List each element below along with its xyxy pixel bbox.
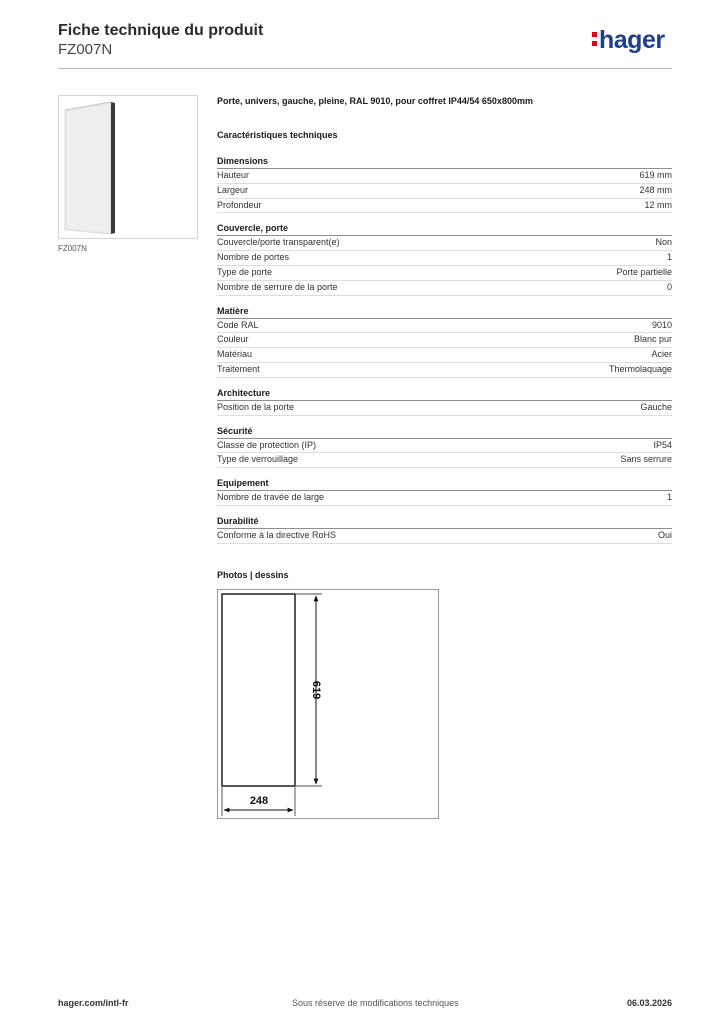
spec-group-title: Dimensions [217, 155, 672, 169]
spec-row [217, 184, 672, 199]
spec-row [217, 319, 672, 334]
spec-label: Couvercle/porte transparent(e) [217, 237, 340, 248]
spec-label: Nombre de portes [217, 252, 290, 263]
product-description: Porte, univers, gauche, pleine, RAL 9010, pour coffret IP44/54 650x800mm [217, 96, 533, 106]
spec-group [217, 222, 672, 295]
product-image [58, 95, 198, 239]
spec-label: Conforme à la directive RoHS [217, 529, 337, 540]
spec-label: Profondeur [217, 199, 262, 210]
spec-label: Type de verrouillage [217, 454, 299, 465]
spec-row [217, 363, 672, 378]
spec-value: 619 mm [639, 170, 672, 180]
spec-group-title: Durabilité [217, 515, 672, 529]
spec-value: Gauche [640, 401, 672, 412]
spec-group [217, 155, 672, 213]
door-outline [222, 594, 295, 786]
page-title: Fiche technique du produit [58, 22, 264, 39]
spec-row [217, 236, 672, 251]
spec-row [217, 281, 672, 296]
spec-group [217, 425, 672, 469]
photos-title: Photos | dessins [217, 570, 289, 580]
spec-label: Type de porte [217, 266, 273, 277]
spec-group [217, 477, 672, 506]
spec-value: Acier [651, 349, 672, 360]
spec-label: Couleur [217, 334, 249, 345]
spec-label: Code RAL [217, 319, 259, 330]
spec-value: Blanc pur [633, 334, 672, 345]
door-dimension-drawing [218, 590, 438, 818]
spec-value: 0 [666, 281, 672, 292]
spec-row [217, 453, 672, 468]
spec-row [217, 439, 672, 454]
spec-group-title: Matière [217, 305, 672, 319]
height-dimension-label: 619 [310, 680, 322, 700]
logo-dots-icon [592, 29, 598, 51]
spec-group-title: Sécurité [217, 425, 672, 439]
spec-row [217, 401, 672, 416]
spec-row [217, 169, 672, 184]
spec-value: Sans serrure [620, 454, 672, 465]
logo-text: hager [599, 26, 665, 54]
spec-group [217, 387, 672, 416]
hager-logo [592, 26, 665, 55]
footer-date: 06.03.2026 [626, 998, 672, 1008]
spec-value: 9010 [651, 319, 672, 330]
spec-value: 12 mm [644, 199, 672, 210]
header-divider [58, 68, 672, 69]
spec-value: IP54 [653, 439, 672, 450]
spec-value: 1 [666, 252, 672, 263]
spec-group-title: Couvercle, porte [217, 222, 672, 236]
door-panel-icon [59, 96, 197, 238]
characteristics-title: Caractéristiques techniques [217, 130, 338, 140]
spec-row [217, 266, 672, 281]
spec-label: Position de la porte [217, 401, 295, 412]
spec-label: Nombre de travée de large [217, 492, 325, 503]
spec-value: Non [655, 237, 672, 248]
characteristics-panel [217, 95, 672, 553]
footer-website: hager.com/intl-fr [58, 998, 129, 1008]
spec-group-title: Equipement [217, 477, 672, 491]
spec-row [217, 333, 672, 348]
spec-label: Classe de protection (IP) [217, 439, 317, 450]
spec-group [217, 515, 672, 544]
spec-row [217, 251, 672, 266]
spec-group-title: Architecture [217, 387, 672, 401]
spec-group [217, 305, 672, 378]
spec-value: Oui [657, 529, 672, 540]
spec-value: Thermolaquage [608, 363, 672, 374]
spec-row [217, 348, 672, 363]
spec-label: Matériau [217, 349, 253, 360]
spec-label: Largeur [217, 184, 249, 195]
spec-row [217, 491, 672, 506]
spec-value: 248 mm [639, 184, 672, 195]
characteristics-groups [217, 155, 672, 544]
spec-label: Hauteur [217, 170, 250, 180]
spec-value: Porte partielle [616, 266, 672, 277]
spec-value: 1 [666, 492, 672, 503]
width-dimension-label: 248 [249, 795, 269, 807]
product-reference: FZ007N [58, 41, 113, 58]
product-image-caption: FZ007N [58, 244, 87, 253]
spec-label: Nombre de serrure de la porte [217, 281, 338, 292]
spec-label: Traitement [217, 363, 260, 374]
spec-row [217, 199, 672, 214]
spec-row [217, 529, 672, 544]
footer-notice: Sous réserve de modifications techniques [292, 998, 459, 1008]
dimension-drawing [217, 589, 439, 819]
